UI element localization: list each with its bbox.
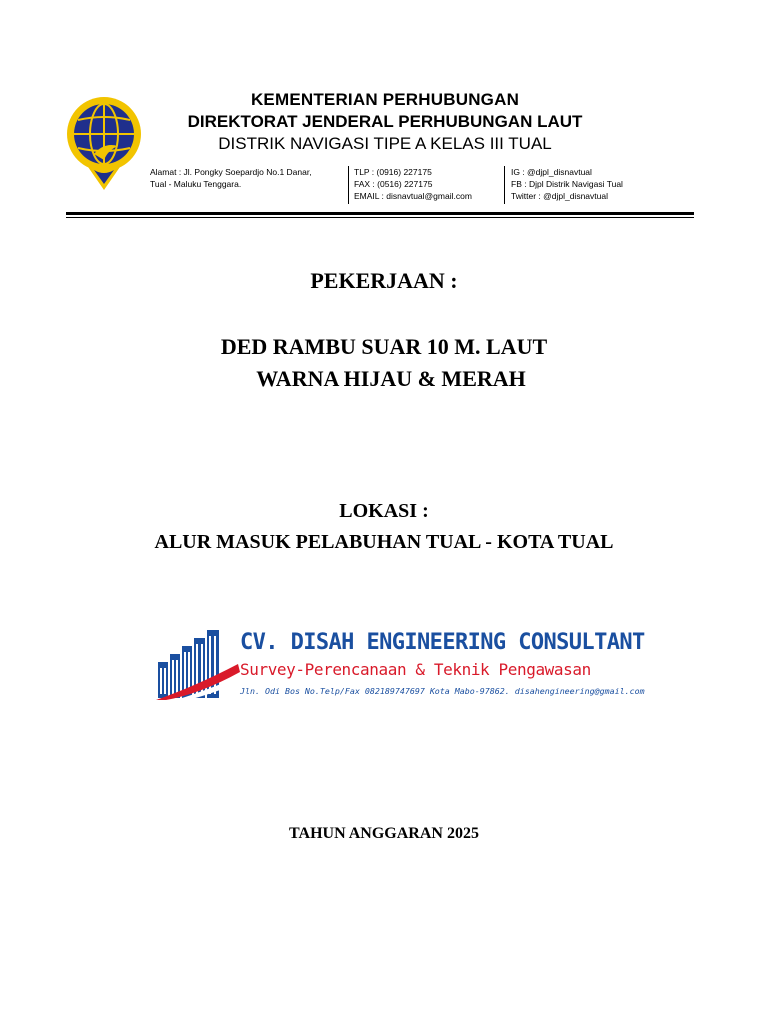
consultant-address: Jln. Odi Bos No.Telp/Fax 082189747697 Kota Mabo-97862. disahengineering@gmail.com [240, 686, 645, 696]
job-title-line-1: DED RAMBU SUAR 10 M. LAUT [220, 334, 548, 359]
address-line-1: Alamat : Jl. Pongky Soepardjo No.1 Danar, [150, 167, 312, 177]
location-value: ALUR MASUK PELABUHAN TUAL - KOTA TUAL [154, 531, 614, 553]
twitter-text: Twitter : @djpl_disnavtual [511, 191, 608, 201]
letterhead-address [150, 166, 346, 190]
budget-year: TAHUN ANGGARAN 2025 [289, 825, 479, 842]
info-divider [504, 166, 505, 204]
job-title-line-2: WARNA HIJAU & MERAH [256, 366, 526, 391]
letterhead-rule [66, 212, 694, 215]
email-text: EMAIL : disnavtual@gmail.com [354, 191, 472, 201]
letterhead-contact [354, 166, 500, 202]
address-line-2: Tual - Maluku Tenggara. [150, 179, 242, 189]
directorate-name: DIREKTORAT JENDERAL PERHUBUNGAN LAUT [187, 112, 583, 131]
info-divider [348, 166, 349, 204]
ministry-name: KEMENTERIAN PERHUBUNGAN [250, 90, 520, 109]
phone-text: TLP : (0916) 227175 [354, 167, 432, 177]
consultant-building-logo [156, 628, 240, 700]
fax-text: FAX : (0516) 227175 [354, 179, 433, 189]
letterhead-social [511, 166, 681, 202]
consultant-name: CV. DISAH ENGINEERING CONSULTANT [240, 630, 645, 655]
job-label: PEKERJAAN : [310, 268, 458, 293]
consultant-tagline: Survey-Perencanaan & Teknik Pengawasan [240, 660, 591, 679]
ministry-emblem-logo [64, 94, 144, 194]
facebook-text: FB : Djpl Distrik Navigasi Tual [511, 179, 623, 189]
instagram-text: IG : @djpl_disnavtual [511, 167, 592, 177]
district-name: DISTRIK NAVIGASI TIPE A KELAS III TUAL [218, 134, 552, 153]
letterhead-rule-thin [66, 217, 694, 218]
location-label: LOKASI : [339, 500, 429, 522]
